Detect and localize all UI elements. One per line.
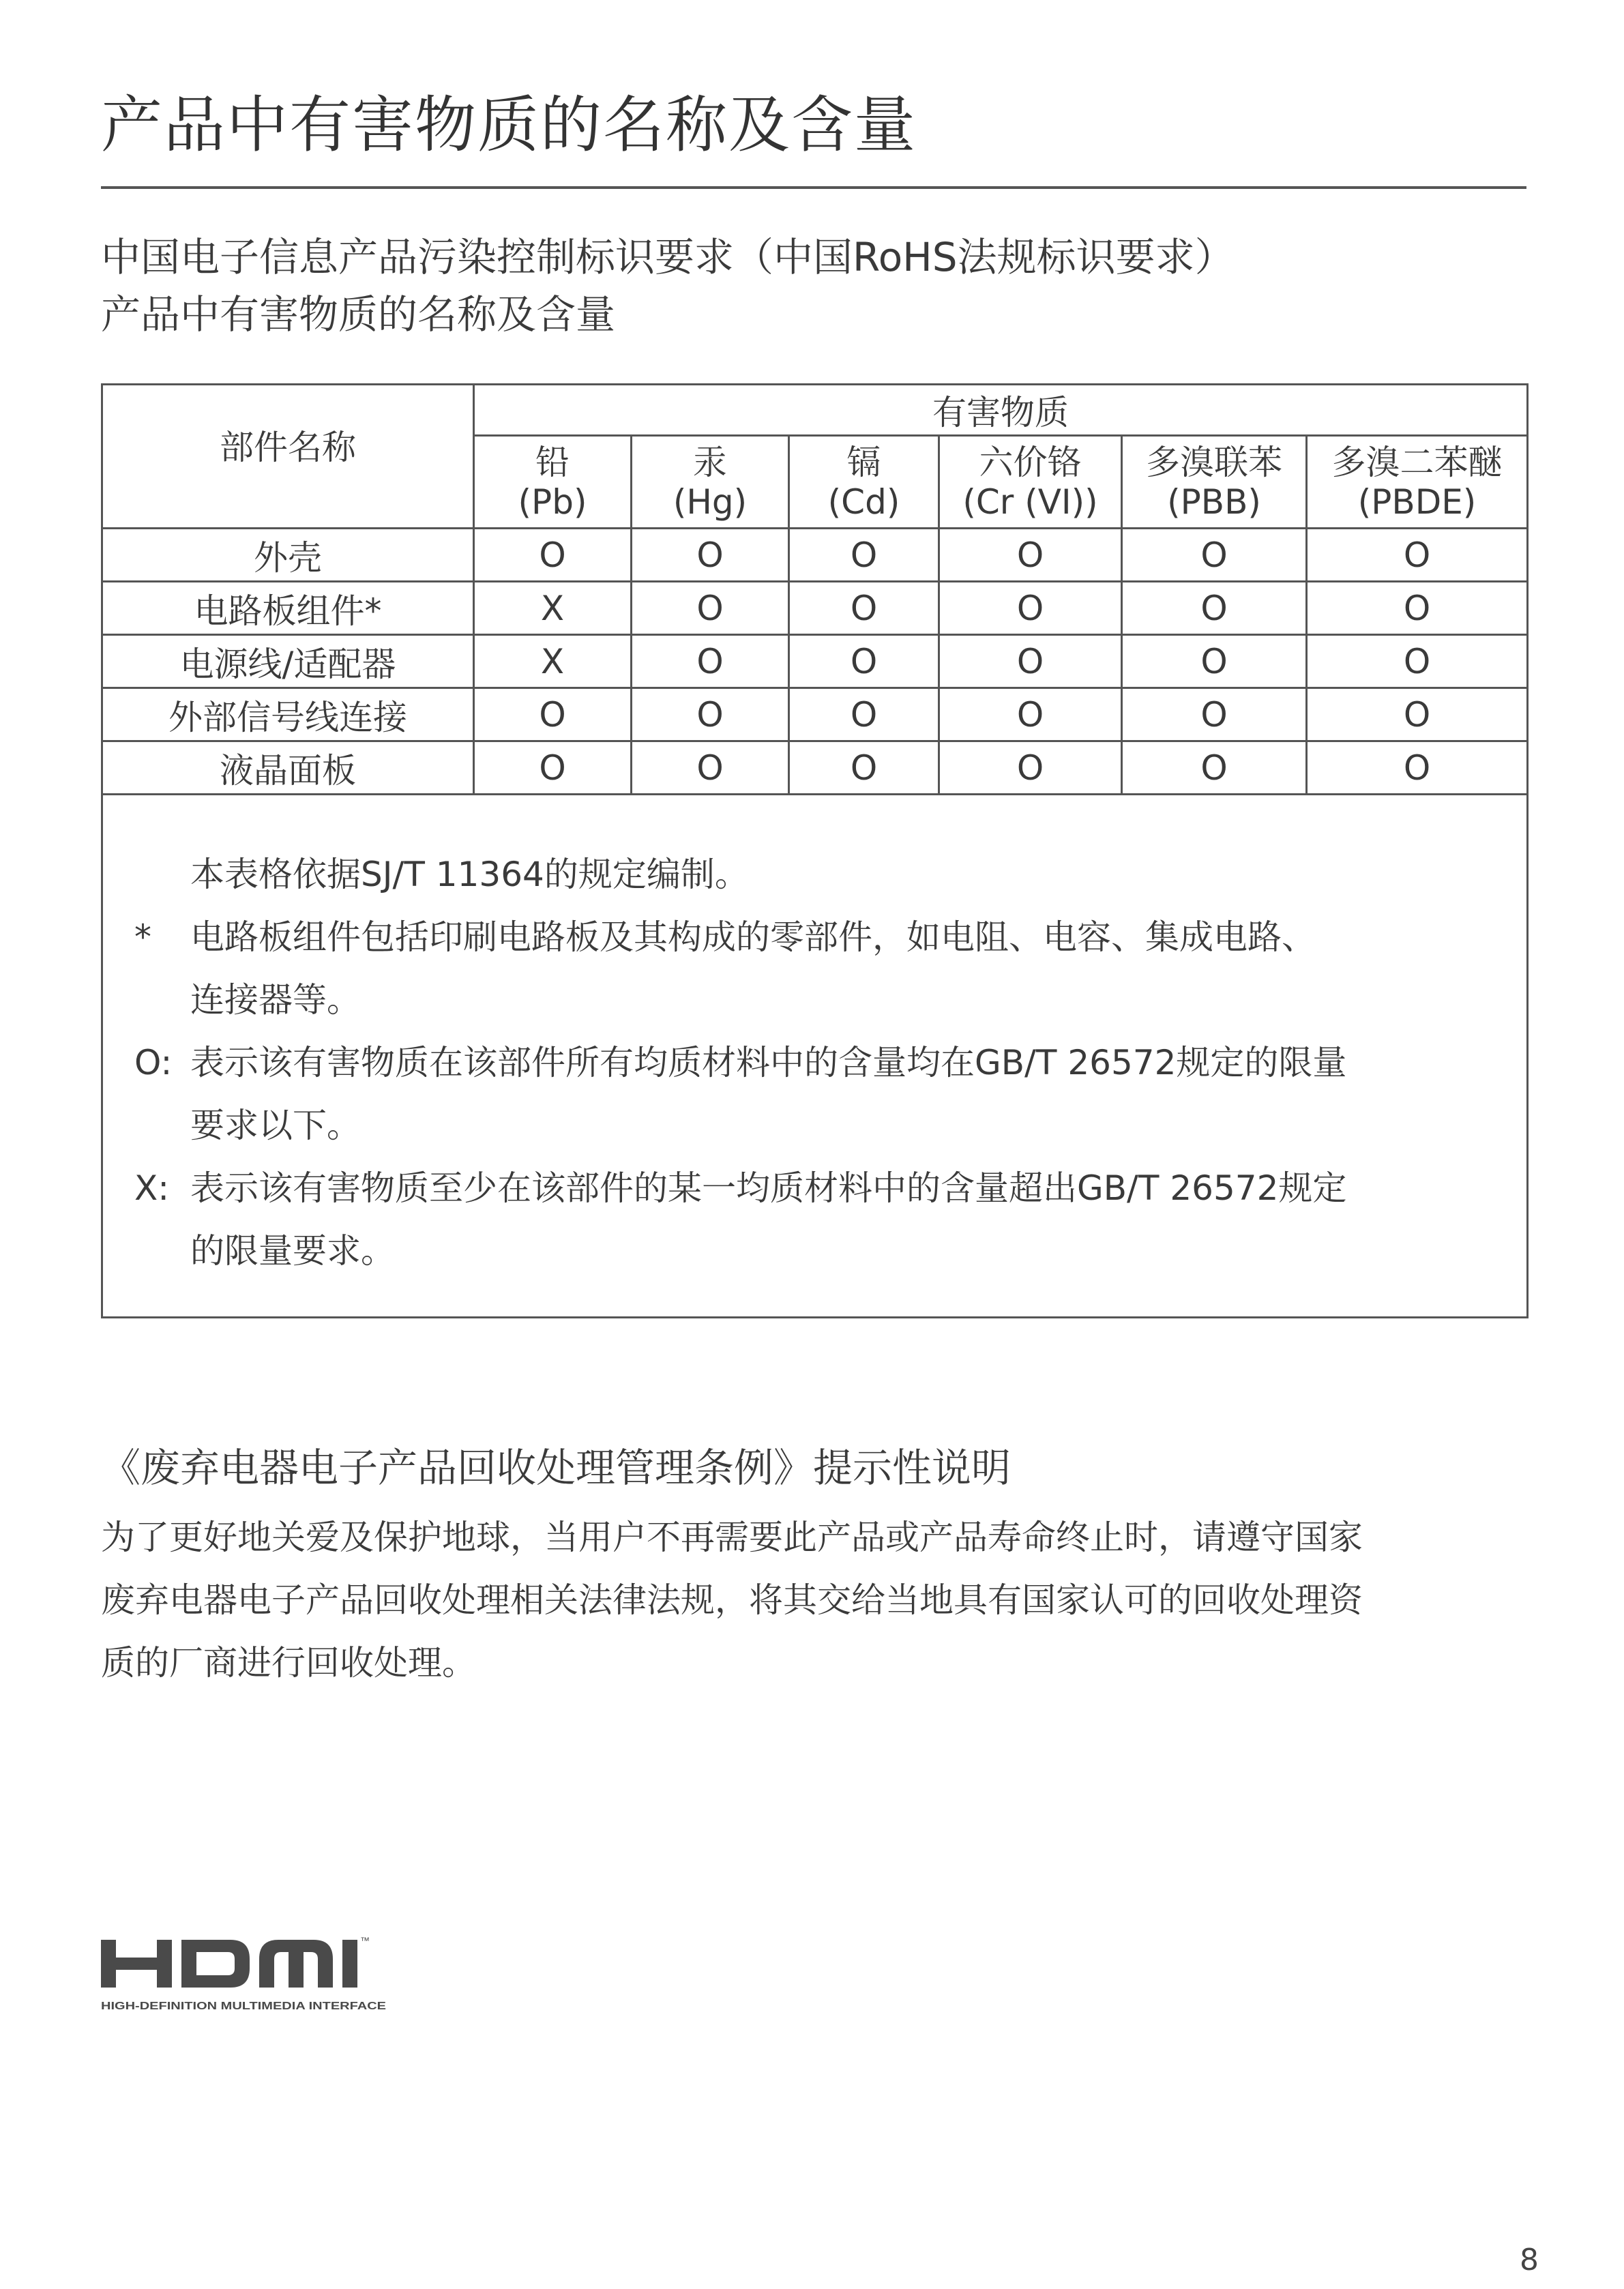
recycling-line-2: 废弃电器电子产品回收处理相关法律法规，将其交给当地具有国家认可的回收处理资 bbox=[101, 1580, 1363, 1620]
value-cell: O bbox=[1122, 582, 1307, 635]
substance-header-mercury: 汞 (Hg) bbox=[632, 436, 789, 529]
o-mark: O: bbox=[134, 1043, 173, 1082]
value-cell: O bbox=[474, 529, 632, 582]
hdmi-tagline: HIGH-DEFINITION MULTIMEDIA INTERFACE bbox=[101, 2000, 386, 2012]
part-name-cell: 电源线/适配器 bbox=[102, 635, 474, 688]
part-name-cell: 电路板组件* bbox=[102, 582, 474, 635]
hdmi-logo bbox=[101, 1933, 428, 2031]
table-row bbox=[102, 741, 1528, 795]
table-row bbox=[102, 635, 1528, 688]
value-cell: O bbox=[474, 688, 632, 741]
value-cell: O bbox=[939, 529, 1122, 582]
value-cell: O bbox=[632, 741, 789, 795]
hdmi-trademark: ™ bbox=[360, 1935, 370, 1946]
table-row bbox=[102, 688, 1528, 741]
value-cell: O bbox=[1307, 741, 1528, 795]
value-cell: O bbox=[939, 741, 1122, 795]
value-cell: O bbox=[632, 635, 789, 688]
hazardous-substance-header: 有害物质 bbox=[474, 385, 1528, 436]
section-subtitle bbox=[101, 228, 1235, 343]
substance-header-pbde: 多溴二苯醚 (PBDE) bbox=[1307, 436, 1528, 529]
value-cell: O bbox=[1307, 582, 1528, 635]
value-cell: O bbox=[632, 582, 789, 635]
recycling-notice-body bbox=[101, 1506, 1533, 1694]
value-cell: O bbox=[1122, 529, 1307, 582]
title-divider bbox=[101, 186, 1526, 189]
asterisk-mark: * bbox=[134, 917, 151, 957]
part-name-cell: 外部信号线连接 bbox=[102, 688, 474, 741]
value-cell: O bbox=[1122, 688, 1307, 741]
substance-header-cadmium: 镉 (Cd) bbox=[789, 436, 939, 529]
part-name-header: 部件名称 bbox=[102, 385, 474, 529]
subtitle-line-1: 中国电子信息产品污染控制标识要求（中国RoHS法规标识要求） bbox=[101, 234, 1235, 280]
substance-header-chromium: 六价铬 (Cr (VI)) bbox=[939, 436, 1122, 529]
value-cell: O bbox=[1307, 635, 1528, 688]
subtitle-line-2: 产品中有害物质的名称及含量 bbox=[101, 291, 616, 338]
part-name-cell: 外壳 bbox=[102, 529, 474, 582]
substance-header-pbb: 多溴联苯 (PBB) bbox=[1122, 436, 1307, 529]
page-number: 8 bbox=[1520, 2243, 1539, 2277]
part-name-cell: 液晶面板 bbox=[102, 741, 474, 795]
x-mark: X: bbox=[134, 1168, 170, 1208]
hazardous-substances-table bbox=[101, 383, 1529, 1318]
value-cell: O bbox=[632, 688, 789, 741]
table-row bbox=[102, 529, 1528, 582]
value-cell: O bbox=[632, 529, 789, 582]
recycling-line-1: 为了更好地关爱及保护地球，当用户不再需要此产品或产品寿命终止时，请遵守国家 bbox=[101, 1518, 1363, 1557]
recycling-line-3: 质的厂商进行回收处理。 bbox=[101, 1643, 476, 1683]
value-cell: O bbox=[1122, 741, 1307, 795]
value-cell: O bbox=[789, 529, 939, 582]
hdmi-logo-icon bbox=[101, 1933, 428, 2028]
table-notes: 本表格依据SJ/T 11364的规定编制。 * 电路板组件包括印刷电路板及其构成的零部件，如电阻、电容、集成电路、 连接器等。 O: 表示该有害物质在该部件所有均质材料中的含量均在GB/T 26572规定的限量 要求以下。 X: 表示该有害物质至少在该部件的某一均质材料中的含量超出GB/T 26572规定 的限量要求。 bbox=[102, 795, 1528, 1318]
table-row bbox=[102, 582, 1528, 635]
value-cell: X bbox=[474, 635, 632, 688]
value-cell: O bbox=[789, 582, 939, 635]
value-cell: O bbox=[1307, 688, 1528, 741]
value-cell: O bbox=[939, 635, 1122, 688]
substance-header-lead: 铅 (Pb) bbox=[474, 436, 632, 529]
value-cell: O bbox=[789, 741, 939, 795]
value-cell: O bbox=[1122, 635, 1307, 688]
value-cell: O bbox=[789, 635, 939, 688]
page-title: 产品中有害物质的名称及含量 bbox=[101, 89, 917, 161]
value-cell: X bbox=[474, 582, 632, 635]
value-cell: O bbox=[789, 688, 939, 741]
value-cell: O bbox=[939, 582, 1122, 635]
value-cell: O bbox=[474, 741, 632, 795]
recycling-notice-title: 《废弃电器电子产品回收处理管理条例》提示性说明 bbox=[101, 1445, 1012, 1491]
value-cell: O bbox=[939, 688, 1122, 741]
value-cell: O bbox=[1307, 529, 1528, 582]
